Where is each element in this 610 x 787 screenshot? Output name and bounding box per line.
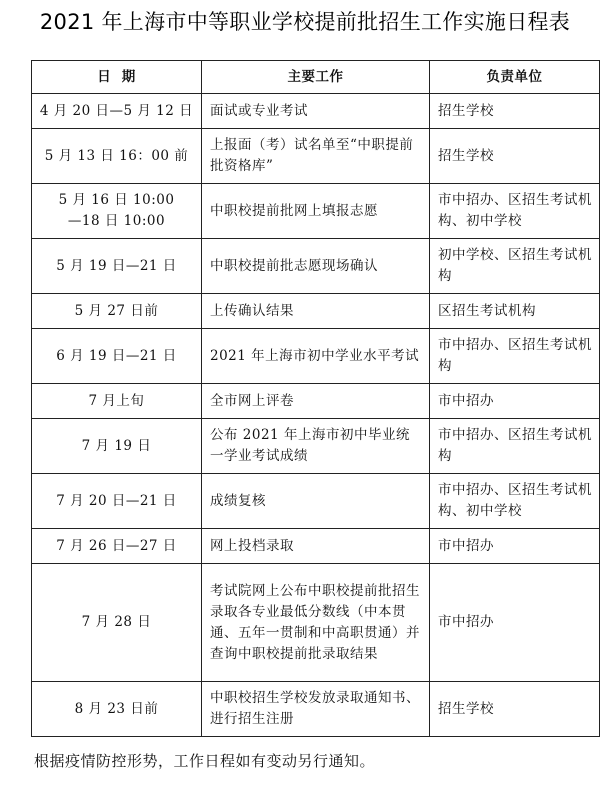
row-work: 成绩复核 bbox=[202, 474, 430, 529]
row-work: 中职校提前批志愿现场确认 bbox=[202, 239, 430, 294]
table-row bbox=[32, 564, 600, 682]
row-date: 8 月 23 日前 bbox=[32, 682, 202, 737]
table-row bbox=[32, 529, 600, 564]
table-header-row bbox=[32, 61, 600, 94]
row-work: 中职校招生学校发放录取通知书、进行招生注册 bbox=[202, 682, 430, 737]
table-row bbox=[32, 329, 600, 384]
table-row bbox=[32, 184, 600, 239]
row-unit: 市中招办 bbox=[430, 384, 600, 419]
row-work: 上报面（考）试名单至“中职提前批资格库” bbox=[202, 129, 430, 184]
row-unit: 市中招办 bbox=[430, 564, 600, 682]
row-date: 4 月 20 日—5 月 12 日 bbox=[32, 94, 202, 129]
table-row bbox=[32, 239, 600, 294]
row-unit: 市中招办、区招生考试机构 bbox=[430, 419, 600, 474]
row-work: 面试或专业考试 bbox=[202, 94, 430, 129]
table-row bbox=[32, 384, 600, 419]
row-unit: 招生学校 bbox=[430, 129, 600, 184]
row-work: 2021 年上海市初中学业水平考试 bbox=[202, 329, 430, 384]
footnote: 根据疫情防控形势，工作日程如有变动另行通知。 bbox=[34, 752, 376, 770]
row-date: 5 月 13 日 16：00 前 bbox=[32, 129, 202, 184]
table-row bbox=[32, 474, 600, 529]
row-work: 公布 2021 年上海市初中毕业统一学业考试成绩 bbox=[202, 419, 430, 474]
header-unit: 负责单位 bbox=[430, 61, 600, 94]
row-unit: 市中招办 bbox=[430, 529, 600, 564]
row-date: 5 月 27 日前 bbox=[32, 294, 202, 329]
schedule-table bbox=[31, 60, 600, 737]
row-date: 5 月 16 日 10:00 —18 日 10:00 bbox=[32, 184, 202, 239]
header-date: 日 期 bbox=[32, 61, 202, 94]
row-work: 全市网上评卷 bbox=[202, 384, 430, 419]
table-row bbox=[32, 682, 600, 737]
row-date: 7 月 20 日—21 日 bbox=[32, 474, 202, 529]
table-row bbox=[32, 129, 600, 184]
row-unit: 区招生考试机构 bbox=[430, 294, 600, 329]
row-unit: 招生学校 bbox=[430, 682, 600, 737]
row-date: 7 月 28 日 bbox=[32, 564, 202, 682]
row-unit: 招生学校 bbox=[430, 94, 600, 129]
row-date: 7 月 26 日—27 日 bbox=[32, 529, 202, 564]
table-row bbox=[32, 94, 600, 129]
row-date: 6 月 19 日—21 日 bbox=[32, 329, 202, 384]
page-title: 2021 年上海市中等职业学校提前批招生工作实施日程表 bbox=[39, 10, 571, 34]
row-work: 中职校提前批网上填报志愿 bbox=[202, 184, 430, 239]
table-row bbox=[32, 294, 600, 329]
row-work: 上传确认结果 bbox=[202, 294, 430, 329]
row-work: 网上投档录取 bbox=[202, 529, 430, 564]
row-date: 7 月 19 日 bbox=[32, 419, 202, 474]
row-work: 考试院网上公布中职校提前批招生录取各专业最低分数线（中本贯通、五年一贯制和中高职贯通）并查询中职校提前批录取结果 bbox=[202, 564, 430, 682]
row-unit: 市中招办、区招生考试机构、初中学校 bbox=[430, 184, 600, 239]
header-work: 主要工作 bbox=[202, 61, 430, 94]
table-row bbox=[32, 419, 600, 474]
row-date: 7 月上旬 bbox=[32, 384, 202, 419]
row-date: 5 月 19 日—21 日 bbox=[32, 239, 202, 294]
row-unit: 初中学校、区招生考试机构 bbox=[430, 239, 600, 294]
row-unit: 市中招办、区招生考试机构 bbox=[430, 329, 600, 384]
row-unit: 市中招办、区招生考试机构、初中学校 bbox=[430, 474, 600, 529]
